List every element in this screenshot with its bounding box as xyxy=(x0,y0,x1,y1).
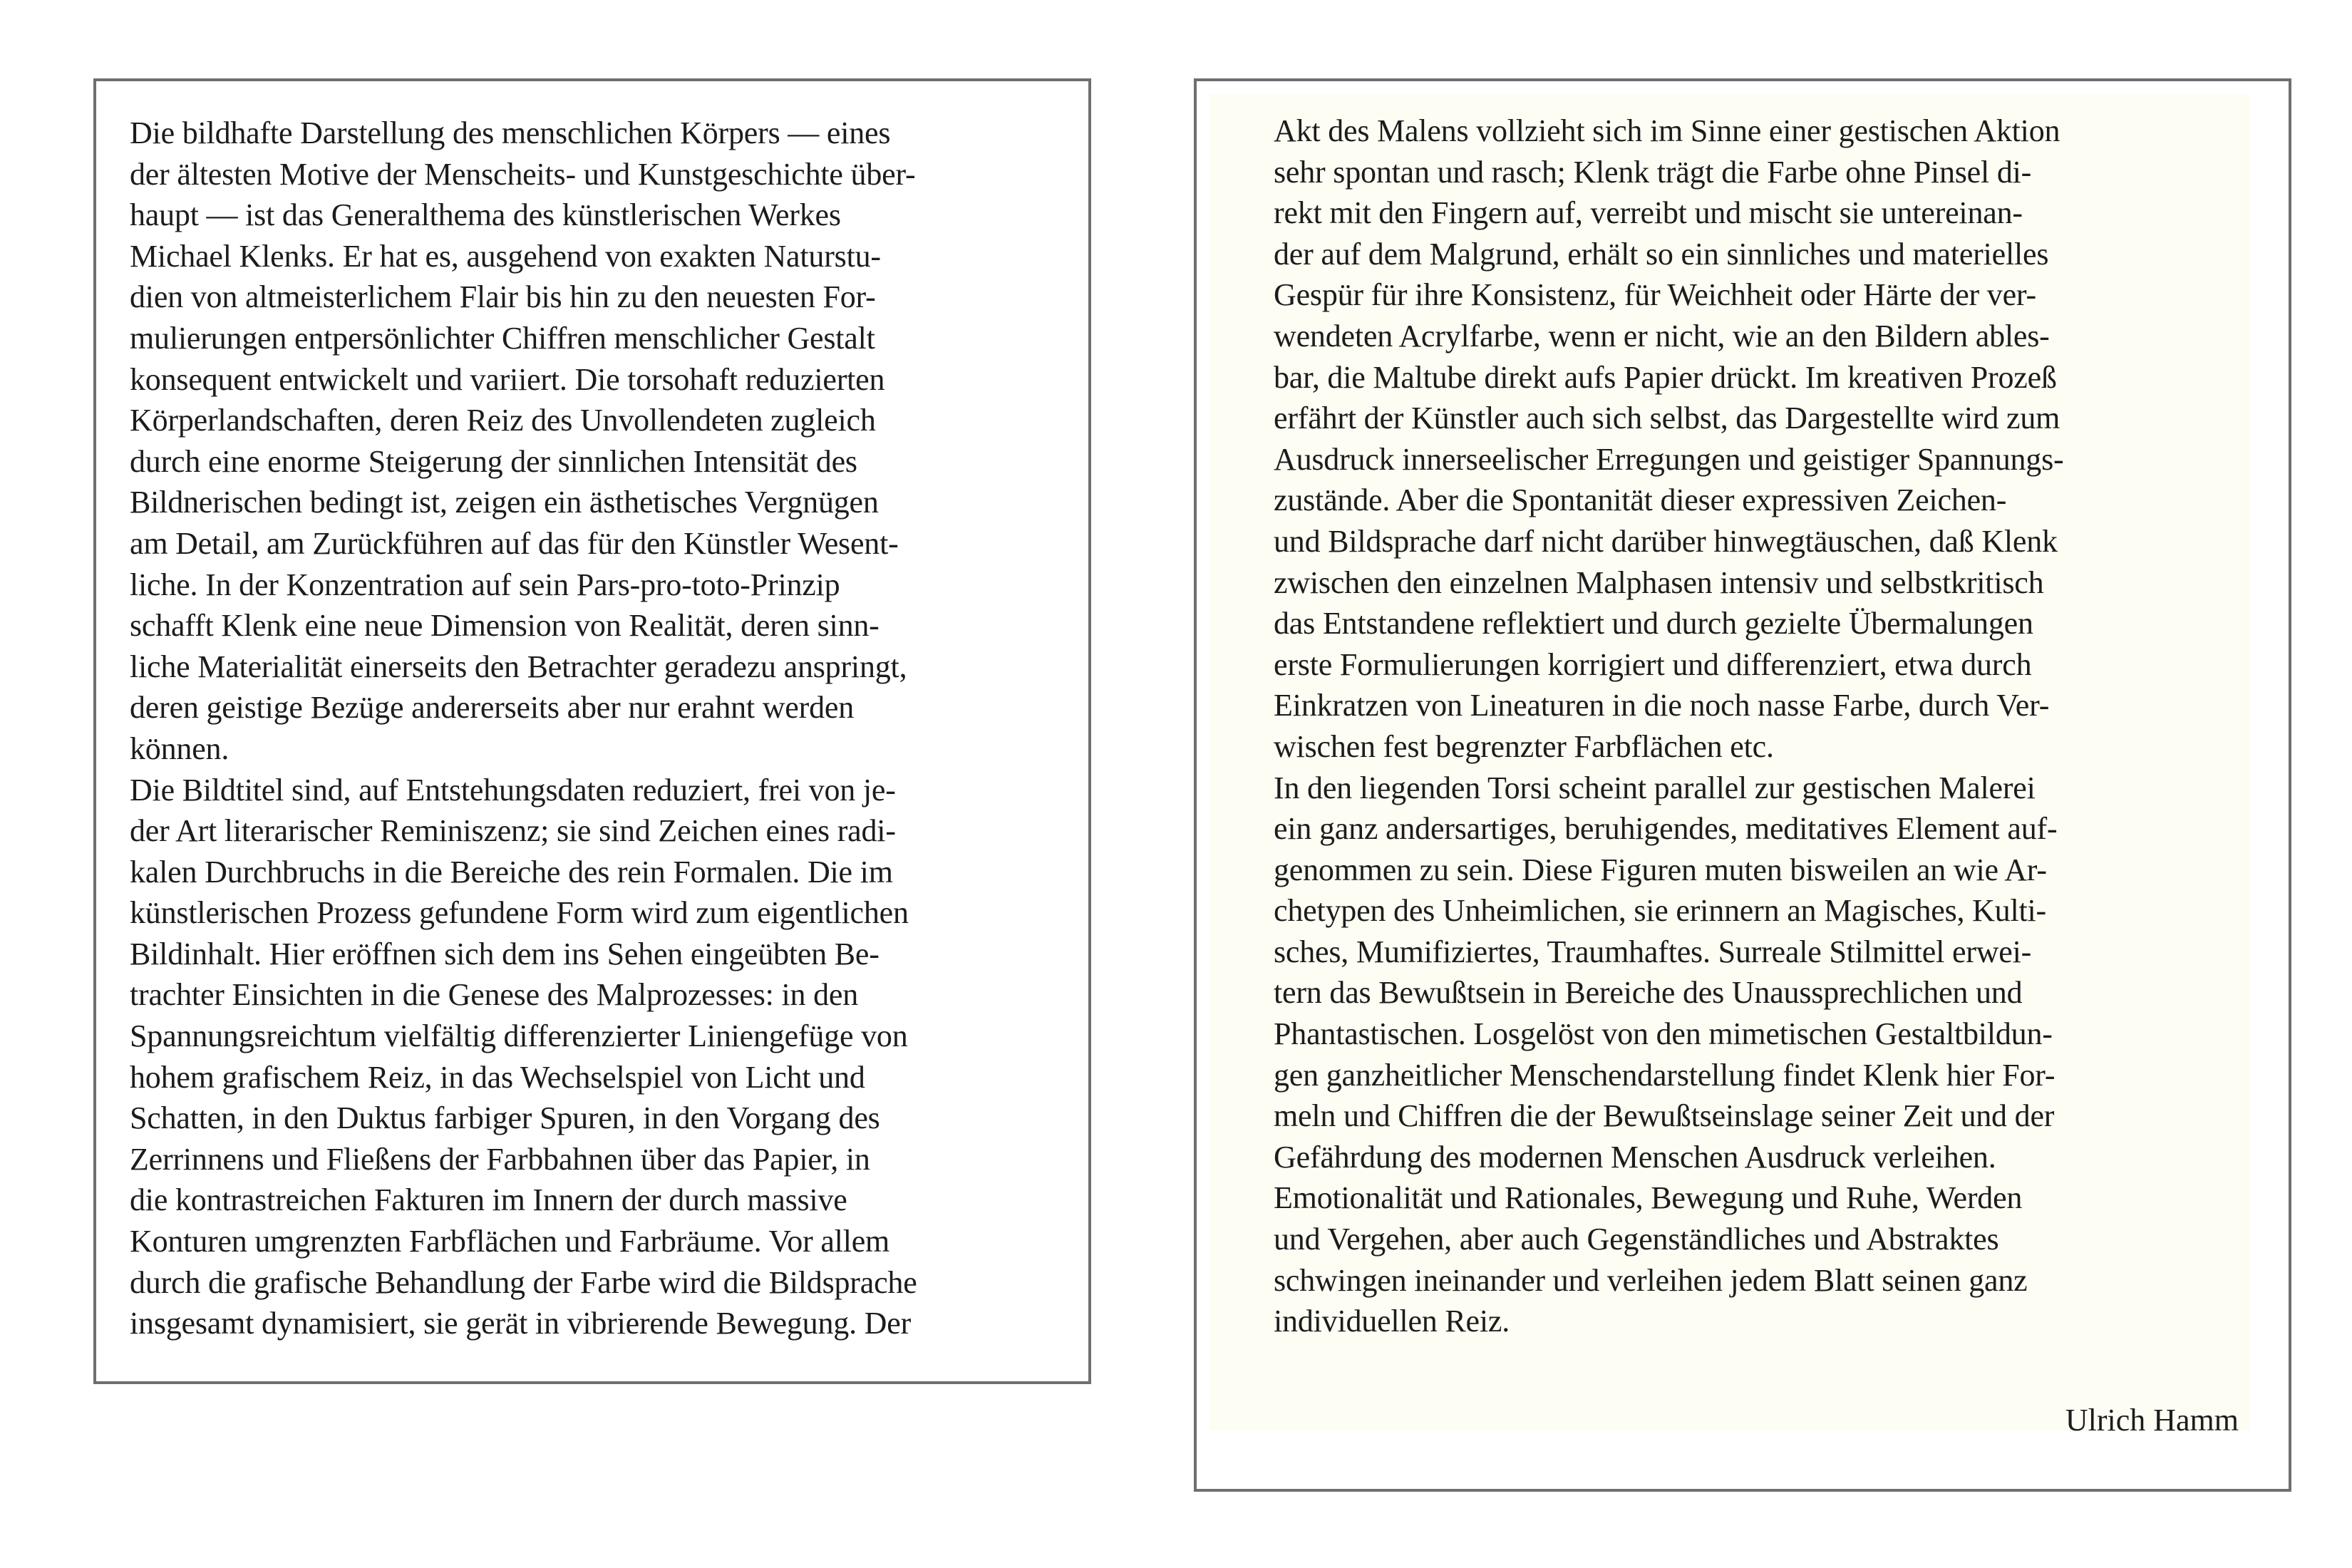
text-line: tern das Bewußtsein in Bereiche des Unaussprechlichen und xyxy=(1274,975,2023,1011)
author-signature: Ulrich Hamm xyxy=(2065,1403,2239,1438)
text-line: meln und Chiffren die der Bewußtseinslage seiner Zeit und der xyxy=(1274,1098,2055,1134)
text-line: chetypen des Unheimlichen, sie erinnern an Magisches, Kulti- xyxy=(1274,893,2047,929)
text-line: Emotionalität und Rationales, Bewegung und Ruhe, Werden xyxy=(1274,1180,2023,1216)
left-page xyxy=(93,78,1091,1384)
text-line: Konturen umgrenzten Farbflächen und Farbräume. Vor allem xyxy=(130,1224,890,1259)
text-line: In den liegenden Torsi scheint parallel zur gestischen Malerei xyxy=(1274,770,2036,805)
text-line: sches, Mumifiziertes, Traumhaftes. Surreale Stilmittel erwei- xyxy=(1274,934,2032,969)
text-line: deren geistige Bezüge andererseits aber nur erahnt werden xyxy=(130,690,855,726)
text-line: Phantastischen. Losgelöst von den mimetischen Gestaltbildun- xyxy=(1274,1016,2053,1052)
text-line: ein ganz andersartiges, beruhigendes, meditatives Element auf- xyxy=(1274,811,2058,847)
text-line: und Bildsprache darf nicht darüber hinwegtäuschen, daß Klenk xyxy=(1274,523,2058,559)
text-line: erfährt der Künstler auch sich selbst, das Dargestellte wird zum xyxy=(1274,401,2060,436)
text-line: rekt mit den Fingern auf, verreibt und mischt sie untereinan- xyxy=(1274,195,2023,231)
text-line: Körperlandschaften, deren Reiz des Unvollendeten zugleich xyxy=(130,403,876,438)
text-line: zustände. Aber die Spontanität dieser expressiven Zeichen- xyxy=(1274,483,2007,518)
text-line: Spannungsreichtum vielfältig differenzierter Liniengefüge von xyxy=(130,1018,908,1054)
text-line: der auf dem Malgrund, erhält so ein sinnliches und materielles xyxy=(1274,236,2049,272)
text-line: hohem grafischem Reiz, in das Wechselspiel von Licht und xyxy=(130,1059,865,1095)
text-line: Zerrinnens und Fließens der Farbbahnen über das Papier, in xyxy=(130,1141,870,1177)
text-line: gen ganzheitlicher Menschendarstellung findet Klenk hier For- xyxy=(1274,1057,2056,1093)
text-line: Schatten, in den Duktus farbiger Spuren, in den Vorgang des xyxy=(130,1100,880,1136)
text-line: Akt des Malens vollzieht sich im Sinne einer gestischen Aktion xyxy=(1274,113,2060,148)
text-line: insgesamt dynamisiert, sie gerät in vibrierende Bewegung. Der xyxy=(130,1306,912,1341)
text-line: künstlerischen Prozess gefundene Form wird zum eigentlichen xyxy=(130,895,909,931)
text-line: das Entstandene reflektiert und durch gezielte Übermalungen xyxy=(1274,606,2033,641)
right-page-text xyxy=(1274,110,2063,1342)
text-line: liche. In der Konzentration auf sein Pars-pro-toto-Prinzip xyxy=(130,567,840,602)
text-line: durch eine enorme Steigerung der sinnlichen Intensität des xyxy=(130,443,857,479)
right-page xyxy=(1194,78,2291,1492)
text-line: individuellen Reiz. xyxy=(1274,1304,1510,1339)
text-line: Bildinhalt. Hier eröffnen sich dem ins Sehen eingeübten Be- xyxy=(130,936,880,971)
text-line: konsequent entwickelt und variiert. Die torsohaft reduzierten xyxy=(130,361,885,397)
text-line: zwischen den einzelnen Malphasen intensiv und selbstkritisch xyxy=(1274,564,2044,600)
text-line: genommen zu sein. Diese Figuren muten bisweilen an wie Ar- xyxy=(1274,852,2047,887)
text-line: mulierungen entpersönlichter Chiffren menschlicher Gestalt xyxy=(130,320,875,356)
left-page-text xyxy=(130,113,917,1344)
text-line: Einkratzen von Lineaturen in die noch nasse Farbe, durch Ver- xyxy=(1274,688,2050,723)
text-line: erste Formulierungen korrigiert und differenziert, etwa durch xyxy=(1274,646,2032,682)
text-line: am Detail, am Zurückführen auf das für den Künstler Wesent- xyxy=(130,525,899,561)
text-line: schafft Klenk eine neue Dimension von Realität, deren sinn- xyxy=(130,608,880,644)
text-line: wendeten Acrylfarbe, wenn er nicht, wie an den Bildern ables- xyxy=(1274,318,2050,354)
text-line: haupt — ist das Generalthema des künstlerischen Werkes xyxy=(130,197,841,233)
text-line: der ältesten Motive der Menscheits- und Kunstgeschichte über- xyxy=(130,156,916,192)
text-line: dien von altmeisterlichem Flair bis hin zu den neuesten For- xyxy=(130,279,876,315)
text-line: liche Materialität einerseits den Betrachter geradezu anspringt, xyxy=(130,649,907,684)
text-line: Gefährdung des modernen Menschen Ausdruck verleihen. xyxy=(1274,1139,1996,1175)
text-line: schwingen ineinander und verleihen jedem Blatt seinen ganz xyxy=(1274,1262,2028,1298)
text-line: trachter Einsichten in die Genese des Malprozesses: in den xyxy=(130,977,859,1013)
text-line: Ausdruck innerseelischer Erregungen und geistiger Spannungs- xyxy=(1274,441,2064,477)
text-line: und Vergehen, aber auch Gegenständliches und Abstraktes xyxy=(1274,1222,1999,1257)
text-line: Die Bildtitel sind, auf Entstehungsdaten reduziert, frei von je- xyxy=(130,772,896,808)
text-line: kalen Durchbruchs in die Bereiche des rein Formalen. Die im xyxy=(130,854,893,889)
text-line: der Art literarischer Reminiszenz; sie sind Zeichen eines radi- xyxy=(130,813,896,849)
text-line: können. xyxy=(130,731,229,766)
text-line: Michael Klenks. Er hat es, ausgehend von exakten Naturstu- xyxy=(130,238,881,274)
text-line: die kontrastreichen Fakturen im Innern der durch massive xyxy=(130,1182,847,1218)
text-line: sehr spontan und rasch; Klenk trägt die Farbe ohne Pinsel di- xyxy=(1274,154,2032,190)
text-line: Gespür für ihre Konsistenz, für Weichheit oder Härte der ver- xyxy=(1274,277,2036,313)
text-line: bar, die Maltube direkt aufs Papier drückt. Im kreativen Prozeß xyxy=(1274,359,2057,395)
text-line: durch die grafische Behandlung der Farbe wird die Bildsprache xyxy=(130,1264,917,1300)
text-line: wischen fest begrenzter Farbflächen etc. xyxy=(1274,728,1774,764)
text-line: Die bildhafte Darstellung des menschlichen Körpers — eines xyxy=(130,115,891,150)
text-line: Bildnerischen bedingt ist, zeigen ein ästhetisches Vergnügen xyxy=(130,485,879,520)
